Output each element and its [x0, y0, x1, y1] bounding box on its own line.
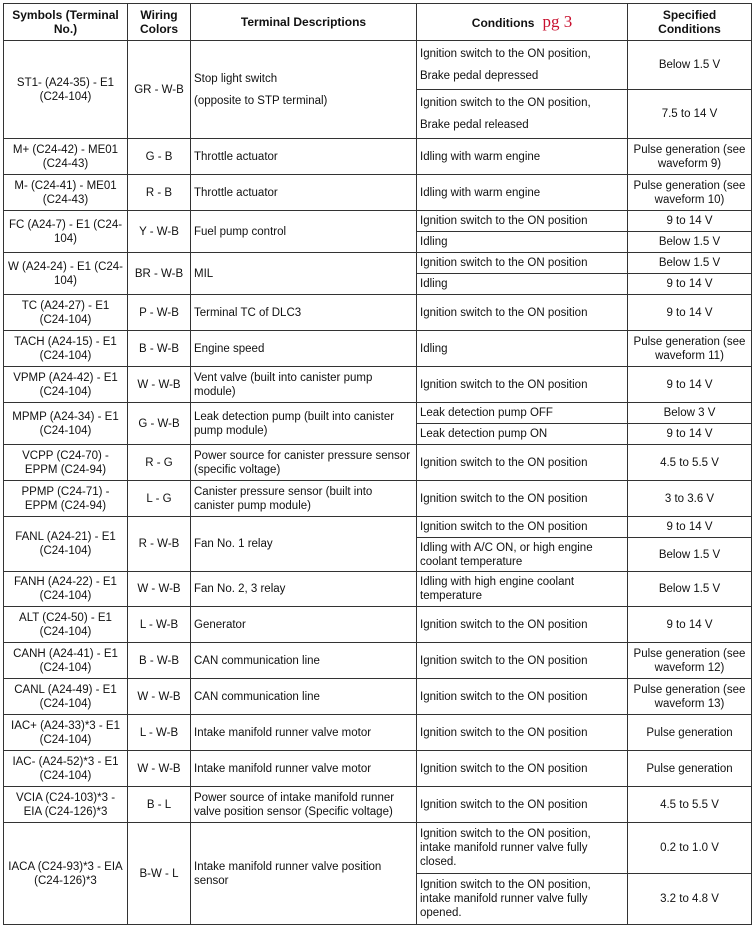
- terminal-description: Fan No. 1 relay: [191, 517, 417, 572]
- terminal-spec-table: [3, 3, 752, 925]
- condition-line: Brake pedal depressed: [420, 70, 539, 82]
- condition: Ignition switch to the ON position: [417, 643, 628, 679]
- table-body: [4, 41, 752, 925]
- terminal-description: CAN communication line: [191, 643, 417, 679]
- condition-line: Ignition switch to the ON position,: [420, 48, 591, 60]
- condition: Ignition switch to the ON position: [417, 481, 628, 517]
- condition: Ignition switch to the ON position, intake manifold runner valve fully closed.: [417, 823, 628, 874]
- terminal-symbol: CANH (A24-41) - E1 (C24-104): [4, 643, 128, 679]
- wiring-color: Y - W-B: [128, 211, 191, 253]
- table-row: [4, 139, 752, 175]
- condition-line: Brake pedal released: [420, 119, 529, 131]
- header-terminal-descriptions: Terminal Descriptions: [191, 4, 417, 41]
- specified-condition: Below 3 V: [628, 403, 752, 424]
- terminal-symbol: IAC- (A24-52)*3 - E1 (C24-104): [4, 751, 128, 787]
- condition: [417, 90, 628, 139]
- terminal-description: Power source of intake manifold runner valve position sensor (Specific voltage): [191, 787, 417, 823]
- terminal-description: Terminal TC of DLC3: [191, 295, 417, 331]
- terminal-symbol: ST1- (A24-35) - E1 (C24-104): [4, 41, 128, 139]
- specified-condition: 9 to 14 V: [628, 424, 752, 445]
- specified-condition: Pulse generation (see waveform 11): [628, 331, 752, 367]
- wiring-color: BR - W-B: [128, 253, 191, 295]
- condition: Idling: [417, 331, 628, 367]
- table-row: [4, 607, 752, 643]
- condition: Ignition switch to the ON position: [417, 211, 628, 232]
- terminal-description: [191, 41, 417, 139]
- terminal-description: Generator: [191, 607, 417, 643]
- table-row: [4, 253, 752, 274]
- terminal-symbol: CANL (A24-49) - E1 (C24-104): [4, 679, 128, 715]
- terminal-symbol: VCIA (C24-103)*3 - EIA (C24-126)*3: [4, 787, 128, 823]
- specified-condition: Pulse generation: [628, 715, 752, 751]
- specified-condition: 9 to 14 V: [628, 211, 752, 232]
- terminal-description: Power source for canister pressure sensor (specific voltage): [191, 445, 417, 481]
- wiring-color: G - B: [128, 139, 191, 175]
- terminal-symbol: PPMP (C24-71) - EPPM (C24-94): [4, 481, 128, 517]
- wiring-color: B - L: [128, 787, 191, 823]
- wiring-color: W - W-B: [128, 679, 191, 715]
- terminal-symbol: TC (A24-27) - E1 (C24-104): [4, 295, 128, 331]
- condition: Idling with A/C ON, or high engine coolant temperature: [417, 538, 628, 572]
- specified-condition: 9 to 14 V: [628, 367, 752, 403]
- table-row: [4, 403, 752, 424]
- header-specified-conditions: Specified Conditions: [628, 4, 752, 41]
- condition: Ignition switch to the ON position: [417, 787, 628, 823]
- condition: Ignition switch to the ON position: [417, 607, 628, 643]
- wiring-color: B - W-B: [128, 331, 191, 367]
- wiring-color: L - G: [128, 481, 191, 517]
- table-row: [4, 823, 752, 874]
- description-line: (opposite to STP terminal): [194, 94, 328, 107]
- terminal-description: CAN communication line: [191, 679, 417, 715]
- wiring-color: R - G: [128, 445, 191, 481]
- terminal-symbol: IACA (C24-93)*3 - EIA (C24-126)*3: [4, 823, 128, 925]
- terminal-description: Canister pressure sensor (built into canister pump module): [191, 481, 417, 517]
- table-row: [4, 715, 752, 751]
- specified-condition: 0.2 to 1.0 V: [628, 823, 752, 874]
- condition: Ignition switch to the ON position: [417, 295, 628, 331]
- specified-condition: Pulse generation (see waveform 10): [628, 175, 752, 211]
- wiring-color: P - W-B: [128, 295, 191, 331]
- condition: Ignition switch to the ON position: [417, 715, 628, 751]
- table-row: [4, 331, 752, 367]
- condition: Ignition switch to the ON position: [417, 253, 628, 274]
- condition: Idling: [417, 274, 628, 295]
- wiring-color: GR - W-B: [128, 41, 191, 139]
- wiring-color: W - W-B: [128, 367, 191, 403]
- specified-condition: Below 1.5 V: [628, 253, 752, 274]
- terminal-symbol: M- (C24-41) - ME01 (C24-43): [4, 175, 128, 211]
- table-row: [4, 481, 752, 517]
- terminal-description: Intake manifold runner valve motor: [191, 751, 417, 787]
- specified-condition: 7.5 to 14 V: [628, 90, 752, 139]
- condition: [417, 41, 628, 90]
- condition: Idling with warm engine: [417, 139, 628, 175]
- terminal-symbol: FANH (A24-22) - E1 (C24-104): [4, 572, 128, 607]
- specified-condition: 9 to 14 V: [628, 607, 752, 643]
- header-conditions-label: Conditions: [471, 15, 535, 30]
- table-row: [4, 679, 752, 715]
- specified-condition: 9 to 14 V: [628, 274, 752, 295]
- condition: Idling with warm engine: [417, 175, 628, 211]
- condition: Idling: [417, 232, 628, 253]
- terminal-description: Throttle actuator: [191, 139, 417, 175]
- table-row: [4, 751, 752, 787]
- condition: Idling with high engine coolant temperature: [417, 572, 628, 607]
- wiring-color: B-W - L: [128, 823, 191, 925]
- condition-line: Ignition switch to the ON position,: [420, 97, 591, 109]
- header-symbols: Symbols (Terminal No.): [4, 4, 128, 41]
- specified-condition: Below 1.5 V: [628, 232, 752, 253]
- wiring-color: L - W-B: [128, 607, 191, 643]
- condition: Ignition switch to the ON position, intake manifold runner valve fully opened.: [417, 874, 628, 925]
- terminal-symbol: IAC+ (A24-33)*3 - E1 (C24-104): [4, 715, 128, 751]
- wiring-color: B - W-B: [128, 643, 191, 679]
- terminal-description: Fan No. 2, 3 relay: [191, 572, 417, 607]
- specified-condition: 3 to 3.6 V: [628, 481, 752, 517]
- condition: Ignition switch to the ON position: [417, 367, 628, 403]
- wiring-color: G - W-B: [128, 403, 191, 445]
- terminal-description: Leak detection pump (built into canister pump module): [191, 403, 417, 445]
- table-row: [4, 643, 752, 679]
- specified-condition: Pulse generation (see waveform 13): [628, 679, 752, 715]
- terminal-description: Intake manifold runner valve position sensor: [191, 823, 417, 925]
- terminal-symbol: MPMP (A24-34) - E1 (C24-104): [4, 403, 128, 445]
- terminal-description: Vent valve (built into canister pump module): [191, 367, 417, 403]
- terminal-description: Fuel pump control: [191, 211, 417, 253]
- description-line: Stop light switch: [194, 72, 278, 85]
- specified-condition: Below 1.5 V: [628, 538, 752, 572]
- table-row: [4, 787, 752, 823]
- specified-condition: Below 1.5 V: [628, 572, 752, 607]
- table-row: [4, 175, 752, 211]
- specified-condition: Pulse generation (see waveform 9): [628, 139, 752, 175]
- terminal-description: Intake manifold runner valve motor: [191, 715, 417, 751]
- table-row: [4, 572, 752, 607]
- wiring-color: R - W-B: [128, 517, 191, 572]
- specified-condition: Pulse generation: [628, 751, 752, 787]
- table-row: [4, 211, 752, 232]
- wiring-color: L - W-B: [128, 715, 191, 751]
- page-note: pg 3: [542, 11, 573, 31]
- table-row: [4, 41, 752, 90]
- table-row: [4, 445, 752, 481]
- specified-condition: Pulse generation (see waveform 12): [628, 643, 752, 679]
- terminal-symbol: ALT (C24-50) - E1 (C24-104): [4, 607, 128, 643]
- specified-condition: 4.5 to 5.5 V: [628, 787, 752, 823]
- condition: Ignition switch to the ON position: [417, 679, 628, 715]
- condition: Ignition switch to the ON position: [417, 517, 628, 538]
- wiring-color: W - W-B: [128, 572, 191, 607]
- terminal-symbol: M+ (C24-42) - ME01 (C24-43): [4, 139, 128, 175]
- specified-condition: 3.2 to 4.8 V: [628, 874, 752, 925]
- table-row: [4, 295, 752, 331]
- table-row: [4, 367, 752, 403]
- condition: Ignition switch to the ON position: [417, 445, 628, 481]
- terminal-description: Throttle actuator: [191, 175, 417, 211]
- specified-condition: Below 1.5 V: [628, 41, 752, 90]
- specified-condition: 4.5 to 5.5 V: [628, 445, 752, 481]
- terminal-symbol: VCPP (C24-70) - EPPM (C24-94): [4, 445, 128, 481]
- terminal-symbol: TACH (A24-15) - E1 (C24-104): [4, 331, 128, 367]
- header-wiring-colors: Wiring Colors: [128, 4, 191, 41]
- header-conditions: [417, 4, 628, 41]
- terminal-symbol: FANL (A24-21) - E1 (C24-104): [4, 517, 128, 572]
- condition: Ignition switch to the ON position: [417, 751, 628, 787]
- terminal-description: MIL: [191, 253, 417, 295]
- specified-condition: 9 to 14 V: [628, 517, 752, 538]
- condition: Leak detection pump ON: [417, 424, 628, 445]
- specified-condition: 9 to 14 V: [628, 295, 752, 331]
- terminal-description: Engine speed: [191, 331, 417, 367]
- terminal-symbol: FC (A24-7) - E1 (C24-104): [4, 211, 128, 253]
- terminal-symbol: VPMP (A24-42) - E1 (C24-104): [4, 367, 128, 403]
- table-row: [4, 517, 752, 538]
- wiring-color: R - B: [128, 175, 191, 211]
- condition: Leak detection pump OFF: [417, 403, 628, 424]
- wiring-color: W - W-B: [128, 751, 191, 787]
- terminal-symbol: W (A24-24) - E1 (C24-104): [4, 253, 128, 295]
